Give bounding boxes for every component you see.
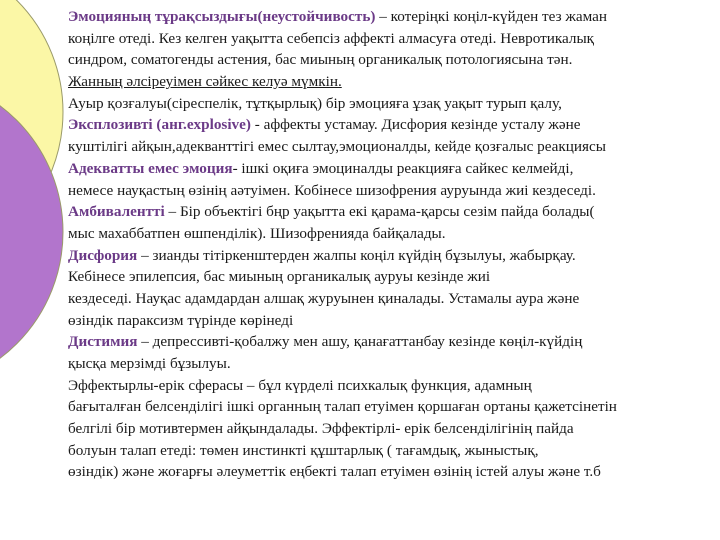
slide-text xyxy=(68,6,718,483)
text-line xyxy=(68,353,718,375)
term-inadequate-emotion: Адекватты емес эмоция xyxy=(68,159,233,177)
text-line xyxy=(68,136,718,158)
line-text: кездеседі. Науқас адамдардан алшақ журуынен қиналады. Устамалы аура және xyxy=(68,289,580,307)
line-text: белгілі бір мотивтермен айқындалады. Эффектірлі- ерік белсенділігінің пайда xyxy=(68,420,574,438)
text-line xyxy=(68,93,718,115)
line-text: куштілігі айқын,адекванттігі емес сылтау,эмоционалды, кейде қозғалыс реакциясы xyxy=(68,138,606,156)
line-text: болуын талап етеді: төмен инстинкті құштарлық ( тағамдық, жыныстық, xyxy=(68,441,539,459)
text-line xyxy=(68,201,718,223)
text-line xyxy=(68,245,718,267)
text-line xyxy=(68,331,718,353)
text-line xyxy=(68,180,718,202)
line-text: өзіндік параксизм түрінде көрінеді xyxy=(68,311,294,329)
text-line xyxy=(68,288,718,310)
line-text: синдром, соматогенды астения, бас миының органикалық потологиясына тән. xyxy=(68,51,573,69)
term-emotional-instability: Эмоцияның тұрақсыздығы(неустойчивость) xyxy=(68,8,376,25)
line-text: - ішкі оқиға эмоциналды реакцияға сайкес келмейді, xyxy=(232,159,574,177)
line-text: қысқа мерзімді бұзылуы. xyxy=(68,355,231,372)
line-text: Ауыр қозғалуы(сіреспелік, тұтқырлық) бір эмоцияға ұзақ уақыт турып қалу, xyxy=(68,94,562,112)
term-dysthymia: Дистимия xyxy=(68,333,138,351)
term-ambivalence: Амбиваленттi xyxy=(68,203,165,221)
line-text: Кебінесе эпилепсия, бас миының органикалық ауруы кезінде жиі xyxy=(68,268,491,286)
text-line xyxy=(68,440,718,462)
text-line xyxy=(68,158,718,180)
line-text: – зианды тітіркенштерден жалпы коңіл күйдің бұзылуы, жабырқау. xyxy=(137,246,576,264)
text-line xyxy=(68,396,718,418)
text-line xyxy=(68,6,718,28)
text-line xyxy=(68,114,718,136)
line-text: өзіндік) және жоғарғы әлеуметтік еңбекті талап етуімен өзінің істей алуы және т.б xyxy=(68,463,601,481)
term-dysphoria: Дисфория xyxy=(68,246,138,264)
text-line xyxy=(68,223,718,245)
line-text: – депрессивті-қобалжу мен ашу, қанағаттанбау кезінде көңіл-күйдің xyxy=(137,333,583,351)
line-text: бағыталған белсенділігі ішкі органның талап етуімен қоршаған ортаны қажетсінетін xyxy=(68,398,617,416)
text-line xyxy=(68,71,718,93)
line-text: Эффектырлы-ерік сферасы – бұл күрделі психкалық функция, адамның xyxy=(68,376,532,394)
line-text: – Бір объектігі бңр уақытта екі қарама-қарсы сезім пайда болады( xyxy=(164,203,595,221)
line-text: немесе науқастың өзінің аәтуімен. Кобінесе шизофрения ауруында жиі кездеседі. xyxy=(68,181,596,199)
text-line xyxy=(68,375,718,397)
text-line xyxy=(68,28,718,50)
line-text: - аффекты устамау. Дисфория кезінде усталу және xyxy=(250,116,581,134)
text-line xyxy=(68,461,718,483)
line-text: Жанның әлсіреуімен сәйкес келуә мүмкін. xyxy=(68,73,342,91)
text-line xyxy=(68,310,718,332)
text-line xyxy=(68,418,718,440)
text-line xyxy=(68,49,718,71)
text-line xyxy=(68,266,718,288)
line-text: мыс махаббатпен өшпенділік). Шизофренияда байқалады. xyxy=(68,224,446,242)
line-text: коңілге отеді. Кез келген уақытта себепсіз аффекті алмасуға отеді. Невротикалық xyxy=(68,29,595,47)
term-explosive: Эксплозивті (анг.explosive) xyxy=(68,116,251,134)
line-text: – котеріңкі коңіл-күйден тез жаман xyxy=(375,8,607,25)
